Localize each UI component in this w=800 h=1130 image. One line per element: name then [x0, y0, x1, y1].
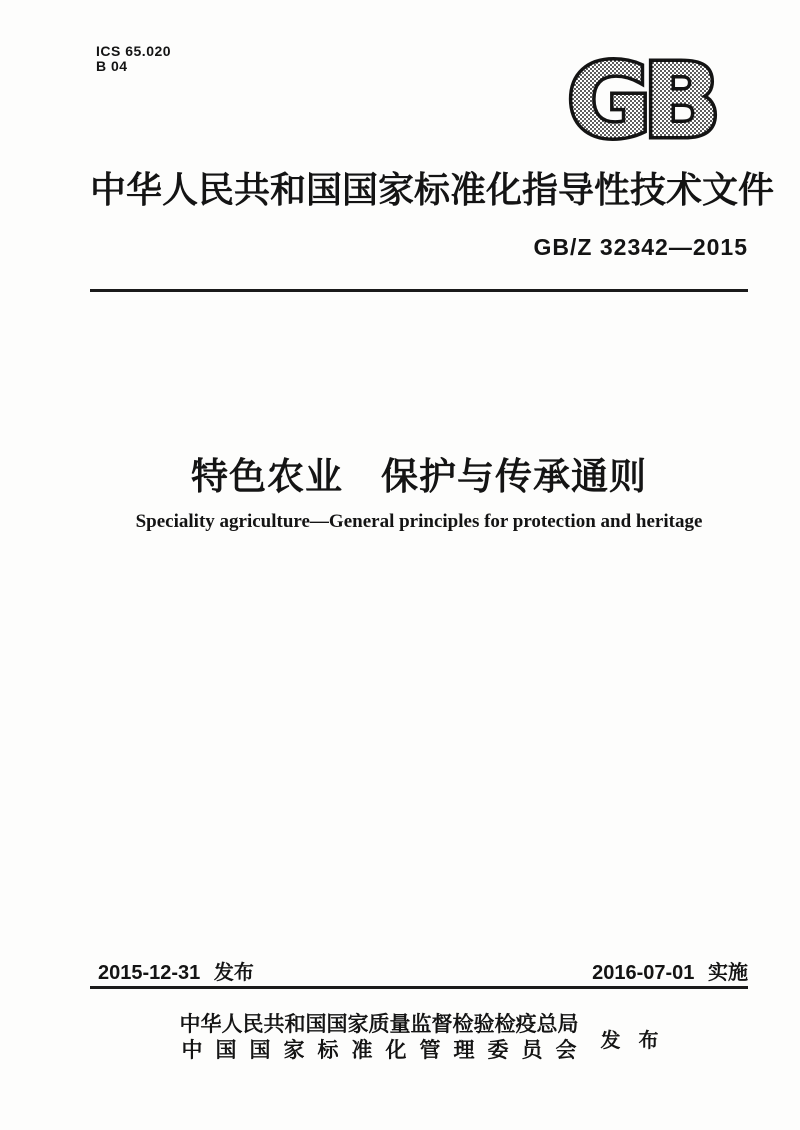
footer-rule [90, 986, 748, 989]
standard-number: GB/Z 32342—2015 [533, 234, 748, 260]
dates-row [98, 956, 748, 985]
publisher-line-1: 中华人民共和国国家质量监督检验检疫总局 [179, 1013, 579, 1036]
doc-class-code: B 04 [96, 58, 128, 74]
publisher-block [90, 1012, 748, 1064]
gb-logo [542, 52, 738, 144]
implementation-date: 2016-07-01 [592, 962, 695, 984]
document-title-chinese: 特色农业 保护与传承通则 [191, 456, 647, 497]
implementation-date-item [592, 956, 748, 985]
gb-logo-text: GB [567, 52, 713, 144]
ics-block [96, 44, 171, 74]
header-rule [90, 289, 748, 292]
issue-date-item [98, 956, 254, 985]
publisher-names [179, 1012, 590, 1064]
ics-code: ICS 65.020 [96, 43, 172, 59]
gb-logo-graphic [542, 52, 738, 144]
implementation-date-label: 实施 [708, 962, 748, 984]
publish-label: 发布 [600, 1029, 677, 1052]
country-title: 中华人民共和国国家标准化指导性技术文件 [90, 169, 775, 210]
publisher-line-2: 中国国家标准化管理委员会 [181, 1039, 590, 1062]
document-title-english: Speciality agriculture—General principles for protection and heritage [135, 511, 703, 532]
issue-date: 2015-12-31 [98, 962, 201, 984]
issue-date-label: 发布 [213, 962, 254, 984]
